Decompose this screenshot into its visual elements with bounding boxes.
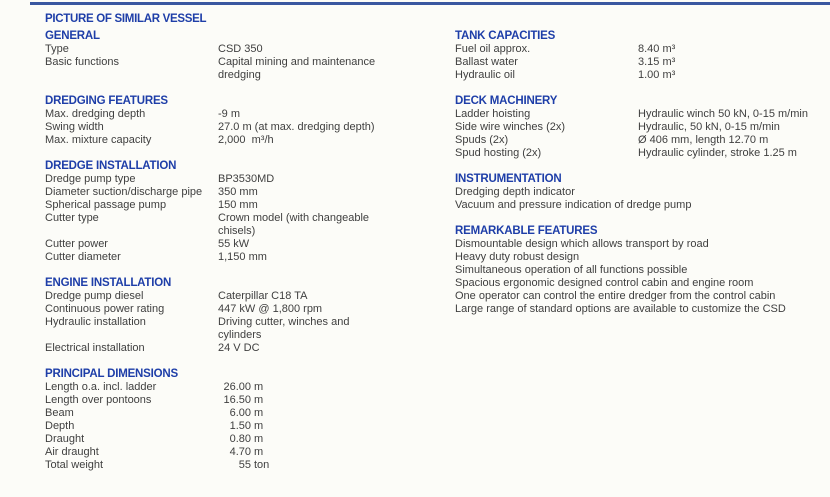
spec-label: Continuous power rating (45, 303, 165, 315)
spec-row (45, 56, 395, 82)
spec-value-number: 55 (238, 459, 251, 471)
spec-label: Hydraulic installation (45, 316, 146, 328)
spec-row (45, 342, 395, 355)
spec-row (455, 147, 827, 160)
spec-label: Dredge pump type (45, 173, 136, 185)
section-heading: PRINCIPAL DIMENSIONS (45, 368, 178, 380)
top-rule (30, 2, 830, 5)
spec-label: Air draught (45, 446, 99, 458)
spec-value: Caterpillar C18 TA (218, 290, 308, 302)
spec-row (45, 173, 395, 186)
section-remarkable-features (455, 225, 827, 316)
feature-line: Dredging depth indicator (455, 186, 575, 198)
spec-label: Electrical installation (45, 342, 145, 354)
spec-value (218, 420, 384, 433)
spec-label: Swing width (45, 121, 104, 133)
section-general (45, 30, 395, 82)
spec-row (45, 121, 395, 134)
spec-value: -9 m (218, 108, 240, 120)
spec-value: 27.0 m (at max. dredging depth) (218, 121, 375, 133)
spec-value-unit: m (254, 446, 264, 458)
spec-label: Ballast water (455, 56, 518, 68)
spec-value: BP3530MD (218, 173, 275, 185)
spec-row (455, 108, 827, 121)
section-tank-capacities (455, 30, 827, 82)
spec-row (45, 186, 395, 199)
spec-value: 2,000 m³/h (218, 134, 274, 146)
section-heading: DREDGING FEATURES (45, 95, 168, 107)
section-heading: ENGINE INSTALLATION (45, 277, 172, 289)
spec-label: Spud hosting (2x) (455, 147, 542, 159)
spec-value-number: 26.00 (223, 381, 251, 393)
spec-label: Length o.a. incl. ladder (45, 381, 157, 393)
spec-value: 350 mm (218, 186, 258, 198)
spec-label: Max. dredging depth (45, 108, 146, 120)
spec-row (45, 394, 395, 407)
spec-row (45, 381, 395, 394)
spec-value: Driving cutter, winches and cylinders (218, 316, 350, 341)
spec-value: Hydraulic cylinder, stroke 1.25 m (638, 147, 797, 159)
spec-row (45, 290, 395, 303)
spec-row (45, 238, 395, 251)
spec-value-unit: m (254, 407, 264, 419)
spec-row (455, 43, 827, 56)
spec-value (218, 433, 384, 446)
spec-row (45, 433, 395, 446)
spec-label: Cutter diameter (45, 251, 121, 263)
feature-line: Spacious ergonomic designed control cabin and engine room (455, 277, 754, 289)
spec-label: Beam (45, 407, 74, 419)
spec-value: 8.40 m³ (638, 43, 676, 55)
spec-value: Capital mining and maintenance dredging (218, 56, 376, 81)
spec-value: 1.00 m³ (638, 69, 676, 81)
spec-row (455, 56, 827, 69)
spec-value: 447 kW @ 1,800 rpm (218, 303, 323, 315)
spec-value-number: 1.50 (229, 420, 251, 432)
feature-line: Vacuum and pressure indication of dredge pump (455, 199, 692, 211)
feature-line: One operator can control the entire dredger from the control cabin (455, 290, 776, 302)
spec-value: Ø 406 mm, length 12.70 m (638, 134, 769, 146)
spec-value: Hydraulic winch 50 kN, 0-15 m/min (638, 108, 808, 120)
spec-value: 1,150 mm (218, 251, 267, 263)
spec-row (45, 199, 395, 212)
spec-label: Depth (45, 420, 75, 432)
spec-label: Diameter suction/discharge pipe (45, 186, 203, 198)
section-heading: REMARKABLE FEATURES (455, 225, 598, 237)
spec-value-unit: m (254, 420, 264, 432)
spec-value-unit: m (254, 394, 264, 406)
spec-row (45, 251, 395, 264)
spec-value: 3.15 m³ (638, 56, 676, 68)
spec-label: Cutter power (45, 238, 108, 250)
spec-value (218, 446, 384, 459)
section-heading: INSTRUMENTATION (455, 173, 562, 185)
left-column (45, 13, 395, 472)
spec-row (45, 108, 395, 121)
spec-label: Type (45, 43, 69, 55)
spec-row (45, 303, 395, 316)
spec-row (45, 134, 395, 147)
spec-row (455, 69, 827, 82)
spec-value-unit: m (254, 381, 264, 393)
spec-value-number: 16.50 (223, 394, 251, 406)
spec-label: Draught (45, 433, 85, 445)
spec-value (218, 407, 384, 420)
feature-line: Heavy duty robust design (455, 251, 580, 263)
spec-label: Length over pontoons (45, 394, 152, 406)
spec-label: Dredge pump diesel (45, 290, 144, 302)
page-title: PICTURE OF SIMILAR VESSEL (45, 13, 207, 25)
section-principal-dimensions (45, 368, 395, 472)
spec-label: Spuds (2x) (455, 134, 509, 146)
section-heading: TANK CAPACITIES (455, 30, 556, 42)
spec-row (45, 459, 395, 472)
section-heading: GENERAL (45, 30, 100, 42)
spec-row (45, 43, 395, 56)
spec-label: Ladder hoisting (455, 108, 531, 120)
spec-value: 150 mm (218, 199, 258, 211)
spec-row (455, 121, 827, 134)
section-heading: DREDGE INSTALLATION (45, 160, 177, 172)
spec-value (218, 459, 384, 472)
section-dredge-installation (45, 160, 395, 264)
section-engine-installation (45, 277, 395, 355)
feature-line: Simultaneous operation of all functions possible (455, 264, 688, 276)
spec-value-unit: ton (254, 459, 270, 471)
spec-row (45, 316, 395, 342)
spec-value-number: 0.80 (229, 433, 251, 445)
spec-value: 24 V DC (218, 342, 260, 354)
spec-value (218, 381, 384, 394)
feature-line: Large range of standard options are available to customize the CSD (455, 303, 786, 315)
spec-value: CSD 350 (218, 43, 263, 55)
section-instrumentation (455, 173, 827, 212)
spec-label: Hydraulic oil (455, 69, 515, 81)
right-column (455, 30, 827, 316)
spec-label: Fuel oil approx. (455, 43, 531, 55)
section-deck-machinery (455, 95, 827, 160)
spec-value (218, 394, 384, 407)
spec-label: Spherical passage pump (45, 199, 167, 211)
spec-value: Hydraulic, 50 kN, 0-15 m/min (638, 121, 780, 133)
spec-row (455, 134, 827, 147)
spec-label: Max. mixture capacity (45, 134, 152, 146)
spec-value: 55 kW (218, 238, 250, 250)
section-heading: DECK MACHINERY (455, 95, 558, 107)
feature-line: Dismountable design which allows transport by road (455, 238, 709, 250)
spec-label: Cutter type (45, 212, 99, 224)
spec-value-number: 4.70 (229, 446, 251, 458)
spec-value-unit: m (254, 433, 264, 445)
section-dredging-features (45, 95, 395, 147)
spec-value: Crown model (with changeable chisels) (218, 212, 370, 237)
spec-row (45, 407, 395, 420)
spec-label: Total weight (45, 459, 104, 471)
spec-row (45, 420, 395, 433)
spec-label: Basic functions (45, 56, 119, 68)
spec-label: Side wire winches (2x) (455, 121, 566, 133)
spec-row (45, 212, 395, 238)
spec-value-number: 6.00 (229, 407, 251, 419)
spec-row (45, 446, 395, 459)
